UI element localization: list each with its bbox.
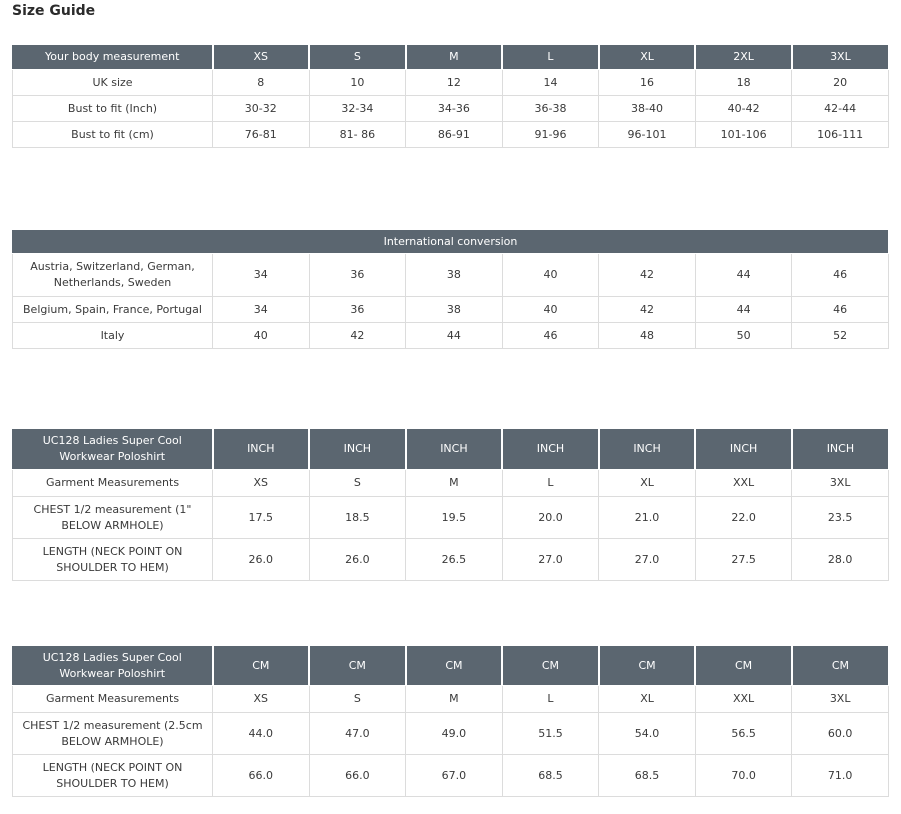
header-cell: S bbox=[309, 45, 406, 70]
table-cell: 46 bbox=[792, 297, 889, 323]
table-cell: 44.0 bbox=[213, 713, 310, 755]
table-header-row bbox=[13, 230, 889, 254]
table-cell: 68.5 bbox=[502, 755, 599, 797]
table-row bbox=[13, 755, 889, 797]
header-cell: XS bbox=[213, 45, 310, 70]
table-cell: 52 bbox=[792, 323, 889, 349]
table-row bbox=[13, 70, 889, 96]
table-cell: 76-81 bbox=[213, 122, 310, 148]
header-cell: CM bbox=[406, 646, 503, 686]
table-cell: 12 bbox=[406, 70, 503, 96]
table-cell: 14 bbox=[502, 70, 599, 96]
table-cell: 44 bbox=[695, 254, 792, 297]
row-label: Garment Measurements bbox=[13, 686, 213, 713]
table-cell: 54.0 bbox=[599, 713, 696, 755]
table-header-row bbox=[13, 45, 889, 70]
table-row bbox=[13, 686, 889, 713]
table-cell: 66.0 bbox=[213, 755, 310, 797]
table-row bbox=[13, 96, 889, 122]
table-header-row bbox=[13, 429, 889, 470]
header-cell: INCH bbox=[599, 429, 696, 470]
table-cell: 36 bbox=[309, 254, 406, 297]
table-row bbox=[13, 497, 889, 539]
table-cell: 44 bbox=[695, 297, 792, 323]
header-cell: CM bbox=[599, 646, 696, 686]
garment-inch-table bbox=[12, 428, 889, 581]
header-cell: INCH bbox=[213, 429, 310, 470]
row-label: Italy bbox=[13, 323, 213, 349]
row-label: CHEST 1/2 measurement (1" BELOW ARMHOLE) bbox=[13, 497, 213, 539]
table-cell: 42 bbox=[599, 254, 696, 297]
table-cell: 51.5 bbox=[502, 713, 599, 755]
table-cell: 17.5 bbox=[213, 497, 310, 539]
table-cell: L bbox=[502, 686, 599, 713]
table-cell: 27.0 bbox=[599, 539, 696, 581]
row-label: LENGTH (NECK POINT ON SHOULDER TO HEM) bbox=[13, 539, 213, 581]
table-cell: 67.0 bbox=[406, 755, 503, 797]
garment-cm-table bbox=[12, 645, 889, 797]
table-cell: 42 bbox=[599, 297, 696, 323]
table-row bbox=[13, 297, 889, 323]
table-cell: 38 bbox=[406, 297, 503, 323]
table-cell: 101-106 bbox=[695, 122, 792, 148]
table-cell: 34 bbox=[213, 254, 310, 297]
row-label: Garment Measurements bbox=[13, 470, 213, 497]
table-cell: XXL bbox=[695, 686, 792, 713]
table-cell: 36 bbox=[309, 297, 406, 323]
table-cell: 26.0 bbox=[213, 539, 310, 581]
table-cell: 32-34 bbox=[309, 96, 406, 122]
header-cell: UC128 Ladies Super Cool Workwear Poloshirt bbox=[13, 429, 213, 470]
table-cell: 66.0 bbox=[309, 755, 406, 797]
header-cell: L bbox=[502, 45, 599, 70]
table-cell: 34-36 bbox=[406, 96, 503, 122]
table-row bbox=[13, 470, 889, 497]
header-cell: CM bbox=[213, 646, 310, 686]
header-cell: CM bbox=[502, 646, 599, 686]
table-cell: 91-96 bbox=[502, 122, 599, 148]
table-cell: S bbox=[309, 686, 406, 713]
table-cell: S bbox=[309, 470, 406, 497]
table-cell: 96-101 bbox=[599, 122, 696, 148]
table-cell: 40 bbox=[502, 254, 599, 297]
table-cell: 38-40 bbox=[599, 96, 696, 122]
table-cell: M bbox=[406, 470, 503, 497]
table-cell: 8 bbox=[213, 70, 310, 96]
table-cell: 20.0 bbox=[502, 497, 599, 539]
table-cell: 47.0 bbox=[309, 713, 406, 755]
table-cell: 40 bbox=[213, 323, 310, 349]
row-label: LENGTH (NECK POINT ON SHOULDER TO HEM) bbox=[13, 755, 213, 797]
table-title: International conversion bbox=[13, 230, 889, 254]
table-header-row bbox=[13, 646, 889, 686]
row-label: CHEST 1/2 measurement (2.5cm BELOW ARMHOLE) bbox=[13, 713, 213, 755]
table-cell: 38 bbox=[406, 254, 503, 297]
table-cell: 68.5 bbox=[599, 755, 696, 797]
table-cell: 19.5 bbox=[406, 497, 503, 539]
row-label: Bust to fit (cm) bbox=[13, 122, 213, 148]
table-cell: 27.5 bbox=[695, 539, 792, 581]
table-cell: 34 bbox=[213, 297, 310, 323]
table-cell: 30-32 bbox=[213, 96, 310, 122]
row-label: Bust to fit (Inch) bbox=[13, 96, 213, 122]
table-cell: 46 bbox=[792, 254, 889, 297]
header-cell: XL bbox=[599, 45, 696, 70]
header-cell: CM bbox=[695, 646, 792, 686]
table-cell: 18.5 bbox=[309, 497, 406, 539]
table-cell: 50 bbox=[695, 323, 792, 349]
table-cell: 3XL bbox=[792, 470, 889, 497]
table-cell: XL bbox=[599, 686, 696, 713]
header-cell: M bbox=[406, 45, 503, 70]
table-cell: 40-42 bbox=[695, 96, 792, 122]
table-cell: 40 bbox=[502, 297, 599, 323]
table-cell: 46 bbox=[502, 323, 599, 349]
table-cell: 26.5 bbox=[406, 539, 503, 581]
page-title: Size Guide bbox=[12, 3, 96, 19]
table-cell: 70.0 bbox=[695, 755, 792, 797]
table-cell: 16 bbox=[599, 70, 696, 96]
header-cell: INCH bbox=[309, 429, 406, 470]
table-cell: XS bbox=[213, 470, 310, 497]
table-cell: 18 bbox=[695, 70, 792, 96]
header-cell: INCH bbox=[792, 429, 889, 470]
table-cell: M bbox=[406, 686, 503, 713]
international-conversion-table bbox=[12, 229, 889, 349]
header-cell: INCH bbox=[695, 429, 792, 470]
row-label: UK size bbox=[13, 70, 213, 96]
table-cell: 48 bbox=[599, 323, 696, 349]
table-cell: 28.0 bbox=[792, 539, 889, 581]
table-cell: 22.0 bbox=[695, 497, 792, 539]
table-cell: 106-111 bbox=[792, 122, 889, 148]
table-cell: 49.0 bbox=[406, 713, 503, 755]
body-measurement-table bbox=[12, 44, 889, 148]
table-cell: 10 bbox=[309, 70, 406, 96]
table-cell: 23.5 bbox=[792, 497, 889, 539]
table-row bbox=[13, 323, 889, 349]
table-cell: 36-38 bbox=[502, 96, 599, 122]
header-cell: 2XL bbox=[695, 45, 792, 70]
table-cell: 20 bbox=[792, 70, 889, 96]
row-label: Austria, Switzerland, German, Netherlands, Sweden bbox=[13, 254, 213, 297]
table-cell: 60.0 bbox=[792, 713, 889, 755]
table-cell: 56.5 bbox=[695, 713, 792, 755]
table-cell: L bbox=[502, 470, 599, 497]
row-label: Belgium, Spain, France, Portugal bbox=[13, 297, 213, 323]
header-cell: Your body measurement bbox=[13, 45, 213, 70]
table-cell: 42-44 bbox=[792, 96, 889, 122]
table-cell: 27.0 bbox=[502, 539, 599, 581]
header-cell: 3XL bbox=[792, 45, 889, 70]
table-cell: 42 bbox=[309, 323, 406, 349]
table-cell: 21.0 bbox=[599, 497, 696, 539]
table-cell: 3XL bbox=[792, 686, 889, 713]
table-cell: 86-91 bbox=[406, 122, 503, 148]
header-cell: INCH bbox=[406, 429, 503, 470]
table-cell: XS bbox=[213, 686, 310, 713]
header-cell: UC128 Ladies Super Cool Workwear Poloshirt bbox=[13, 646, 213, 686]
table-cell: 71.0 bbox=[792, 755, 889, 797]
table-cell: 81- 86 bbox=[309, 122, 406, 148]
table-row bbox=[13, 254, 889, 297]
table-cell: 26.0 bbox=[309, 539, 406, 581]
table-cell: XL bbox=[599, 470, 696, 497]
header-cell: CM bbox=[309, 646, 406, 686]
table-row bbox=[13, 122, 889, 148]
header-cell: INCH bbox=[502, 429, 599, 470]
header-cell: CM bbox=[792, 646, 889, 686]
table-row bbox=[13, 539, 889, 581]
table-row bbox=[13, 713, 889, 755]
table-cell: 44 bbox=[406, 323, 503, 349]
table-cell: XXL bbox=[695, 470, 792, 497]
